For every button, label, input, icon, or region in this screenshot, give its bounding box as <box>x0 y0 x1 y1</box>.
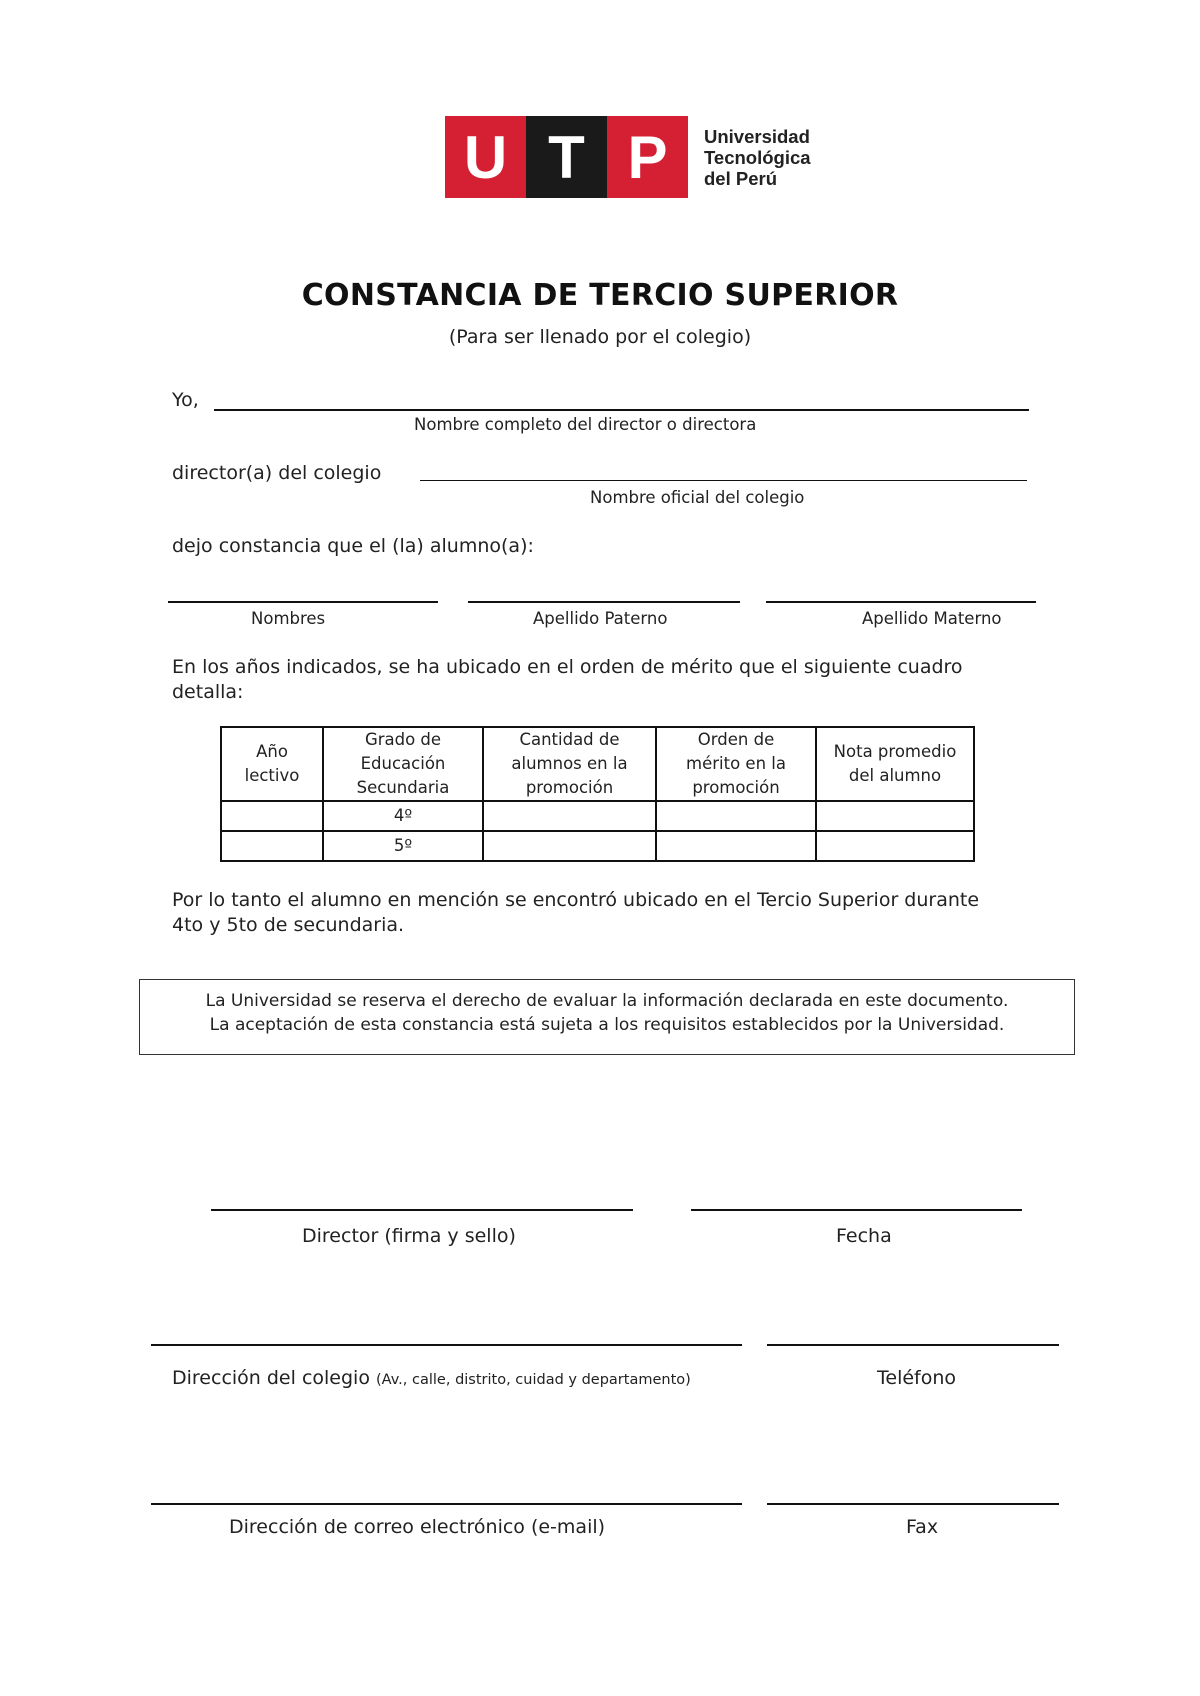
direccion-label-text: Dirección del colegio <box>172 1367 370 1389</box>
table-cell[interactable] <box>656 801 816 831</box>
header-line: Secundaria <box>356 778 450 797</box>
colegio-label: director(a) del colegio <box>172 462 382 484</box>
logo-letter-p: P <box>607 116 688 198</box>
table-cell[interactable] <box>816 801 974 831</box>
conclusion-paragraph <box>172 888 979 938</box>
header-line: mérito en la <box>686 754 786 773</box>
conclusion-line: 4to y 5to de secundaria. <box>172 914 405 936</box>
direccion-hint: (Av., calle, distrito, cuidad y departamento) <box>376 1372 691 1388</box>
header-line: alumnos en la <box>511 754 628 773</box>
table-row <box>221 801 974 831</box>
header-line: Educación <box>360 754 446 773</box>
header-line: Cantidad de <box>519 730 620 749</box>
email-line[interactable] <box>151 1503 742 1505</box>
header-line: Año <box>256 742 288 761</box>
header-line: Orden de <box>697 730 775 749</box>
table-cell[interactable] <box>483 801 656 831</box>
apellido-materno-caption: Apellido Materno <box>862 609 1002 628</box>
fecha-label: Fecha <box>836 1225 892 1247</box>
header-nota-promedio <box>816 727 974 801</box>
table-cell[interactable] <box>221 801 323 831</box>
page-title: CONSTANCIA DE TERCIO SUPERIOR <box>301 278 899 313</box>
notice-line: La aceptación de esta constancia está sujeta a los requisitos establecidos por la Universidad. <box>209 1015 1005 1035</box>
director-name-caption: Nombre completo del director o directora <box>414 415 757 434</box>
director-name-line[interactable] <box>214 409 1029 411</box>
colegio-name-caption: Nombre oficial del colegio <box>590 488 805 507</box>
utp-logo <box>445 116 688 198</box>
notice-box <box>139 979 1075 1055</box>
table-cell: 4º <box>323 801 483 831</box>
director-signature-line[interactable] <box>211 1209 633 1211</box>
header-line: lectivo <box>244 766 300 785</box>
direccion-line[interactable] <box>151 1344 742 1346</box>
header-line: Nota promedio <box>833 742 957 761</box>
table-cell[interactable] <box>816 831 974 861</box>
merit-table <box>220 726 975 862</box>
header-grado <box>323 727 483 801</box>
merit-line: En los años indicados, se ha ubicado en el orden de mérito que el siguiente cuadro <box>172 656 963 678</box>
fax-label: Fax <box>906 1516 939 1538</box>
direccion-label <box>172 1367 691 1389</box>
header-ano-lectivo <box>221 727 323 801</box>
table-header-row <box>221 727 974 801</box>
page-subtitle: (Para ser llenado por el colegio) <box>448 326 752 348</box>
yo-label: Yo, <box>172 389 199 411</box>
apellido-materno-line[interactable] <box>766 601 1036 603</box>
constancia-text: dejo constancia que el (la) alumno(a): <box>172 535 534 557</box>
header-line: Grado de <box>364 730 442 749</box>
table-row <box>221 831 974 861</box>
table-cell[interactable] <box>221 831 323 861</box>
table-cell: 5º <box>323 831 483 861</box>
director-signature-label: Director (firma y sello) <box>302 1225 516 1247</box>
header-cantidad <box>483 727 656 801</box>
logo-name-line: Tecnológica <box>704 147 811 168</box>
logo-name-line: del Perú <box>704 168 777 189</box>
email-label: Dirección de correo electrónico (e-mail) <box>229 1516 606 1538</box>
apellido-paterno-caption: Apellido Paterno <box>533 609 668 628</box>
header-line: promoción <box>692 778 780 797</box>
telefono-line[interactable] <box>767 1344 1059 1346</box>
header-orden-merito <box>656 727 816 801</box>
nombres-caption: Nombres <box>251 609 326 628</box>
colegio-name-line[interactable] <box>420 480 1027 481</box>
apellido-paterno-line[interactable] <box>468 601 740 603</box>
notice-line: La Universidad se reserva el derecho de evaluar la información declarada en este documento. <box>205 991 1009 1011</box>
logo-name-line: Universidad <box>704 126 810 147</box>
logo-letter-t: T <box>526 116 607 198</box>
merit-line: detalla: <box>172 681 244 703</box>
fax-line[interactable] <box>767 1503 1059 1505</box>
table-cell[interactable] <box>483 831 656 861</box>
header-line: promoción <box>525 778 614 797</box>
logo-letter-u: U <box>445 116 526 198</box>
table-cell[interactable] <box>656 831 816 861</box>
header-line: del alumno <box>848 766 942 785</box>
merit-paragraph <box>172 655 963 705</box>
fecha-line[interactable] <box>691 1209 1022 1211</box>
telefono-label: Teléfono <box>877 1367 957 1389</box>
nombres-line[interactable] <box>168 601 438 603</box>
conclusion-line: Por lo tanto el alumno en mención se encontró ubicado en el Tercio Superior durante <box>172 889 980 911</box>
logo-university-name <box>704 126 811 189</box>
